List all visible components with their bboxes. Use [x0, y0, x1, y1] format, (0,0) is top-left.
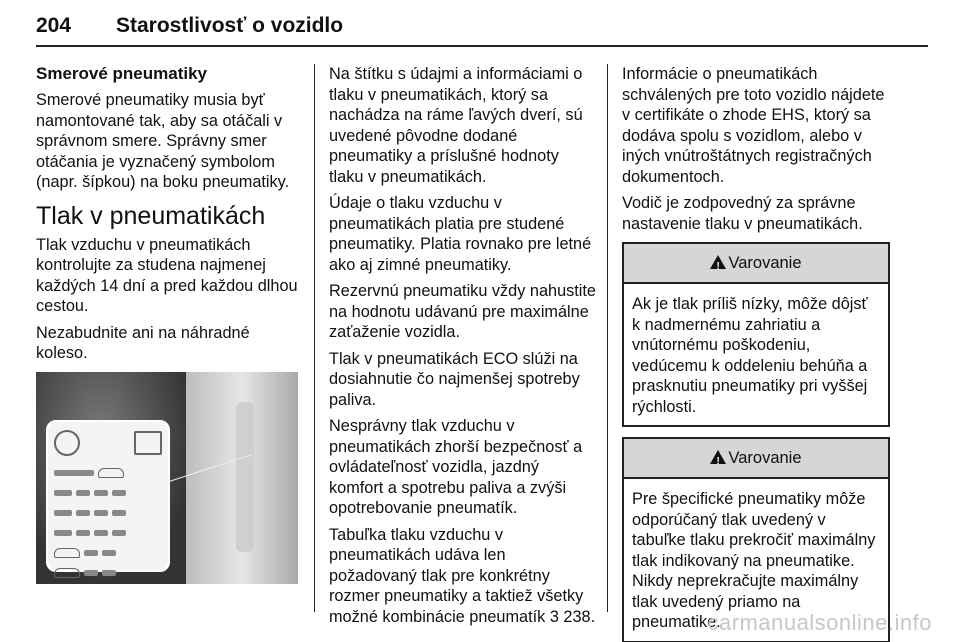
col2-para-1: Na štítku s údajmi a informáciami o tlaku v pneumatikách, ktorý sa nachádza na ráme ľavých dverí, sú uvedené pôvodne dodané pneumatiky a príslušné hodnoty tlaku v pneumatikách.: [329, 65, 583, 186]
column-2: [329, 64, 597, 633]
col3-para-2: Vodič je zodpovedný za správne nastavenie tlaku v pneumatikách.: [622, 194, 863, 233]
col2-para-5: Nesprávny tlak vzduchu v pneumatikách zhorší bezpečnosť a ovládateľnosť vozidla, jazdný komfort a spotrebu paliva a zvýši opotrebovanie pneumatík.: [329, 417, 583, 517]
warning-header-1: [624, 244, 888, 284]
warning-text-1: Ak je tlak príliš nízky, môže dôjsť k nadmernému zahriatiu a vnútornému poškodeniu, vedúcemu k oddeleniu behúňa a prasknutiu pneumatiky pri vyššej rýchlosti.: [632, 295, 868, 416]
column-divider-1: [314, 64, 315, 612]
chapter-title: Starostlivosť o vozidlo: [116, 14, 344, 37]
tyre-pressure-para-1: Tlak vzduchu v pneumatikách kontrolujte za studena najmenej každých 14 dní a pred každou dlhou cestou.: [36, 235, 298, 315]
col2-para-2: Údaje o tlaku vzduchu v pneumatikách platia pre studené pneumatiky. Platia rovnako pre letné ako aj zimné pneumatiky.: [329, 194, 592, 274]
warning-text-2: Pre špecifické pneumatiky môže odporúčaný tlak uvedený v tabuľke tlaku prekročiť maximálny tlak indikovaný na pneumatike. Nikdy neprekračujte maximálny tlak uvedený priamo na pneumatike.: [632, 490, 876, 631]
col2-para-6: [329, 525, 597, 628]
column-3: [622, 64, 890, 642]
column-divider-2: [607, 64, 608, 612]
section-title-tyre-pressure: Tlak v pneumatikách: [36, 201, 266, 230]
section-title-directional-tyres: Smerové pneumatiky: [36, 64, 208, 83]
column-1: [36, 64, 304, 584]
warning-header-2: [624, 439, 888, 479]
col3-para-1: Informácie o pneumatikách schválených pre toto vozidlo nájdete v certifikáte o zhode EHS, ktorý sa dodáva spolu s vozidlom, alebo v iných vnútroštátnych registračných dokumentoch.: [622, 65, 885, 186]
directional-tyres-text: Smerové pneumatiky musia byť namontované tak, aby sa otáčali v správnom smere. Správny smer otáčania je vyznačený symbolom (napr. šípkou) na boku pneumatiky.: [36, 91, 290, 191]
warning-title-2: Varovanie: [728, 448, 802, 467]
page-header: [36, 8, 928, 48]
warning-title-1: Varovanie: [728, 253, 802, 272]
col2-para-4: Tlak v pneumatikách ECO slúži na dosiahnutie čo najmenšej spotreby paliva.: [329, 349, 580, 409]
car-icon: [98, 468, 124, 478]
warning-triangle-icon: [710, 255, 726, 269]
col2-para-6-text: Tabuľka tlaku vzduchu v pneumatikách udáva len požadovaný tlak pre konkrétny rozmer pneumatiky a taktiež všetky možné kombinácie pneumatík: [329, 525, 584, 626]
tyre-info-label-illustration: [46, 420, 170, 572]
header-rule: [36, 45, 928, 47]
page-reference-link[interactable]: 3 238.: [549, 607, 596, 626]
col2-para-3: Rezervnú pneumatiku vždy nahustite na hodnotu udávanú pre maximálne zaťaženie vozidla.: [329, 282, 596, 341]
tyre-icon: [54, 430, 80, 456]
page-number: 204: [36, 14, 72, 37]
warning-triangle-icon: [710, 450, 726, 464]
tyre-pressure-label-photo: [36, 372, 298, 584]
watermark: carmanualsonline.info: [707, 610, 932, 635]
manual-book-icon: [134, 431, 162, 455]
warning-box-1: [622, 242, 890, 427]
tyre-pressure-para-2: Nezabudnite ani na náhradné koleso.: [36, 323, 250, 362]
